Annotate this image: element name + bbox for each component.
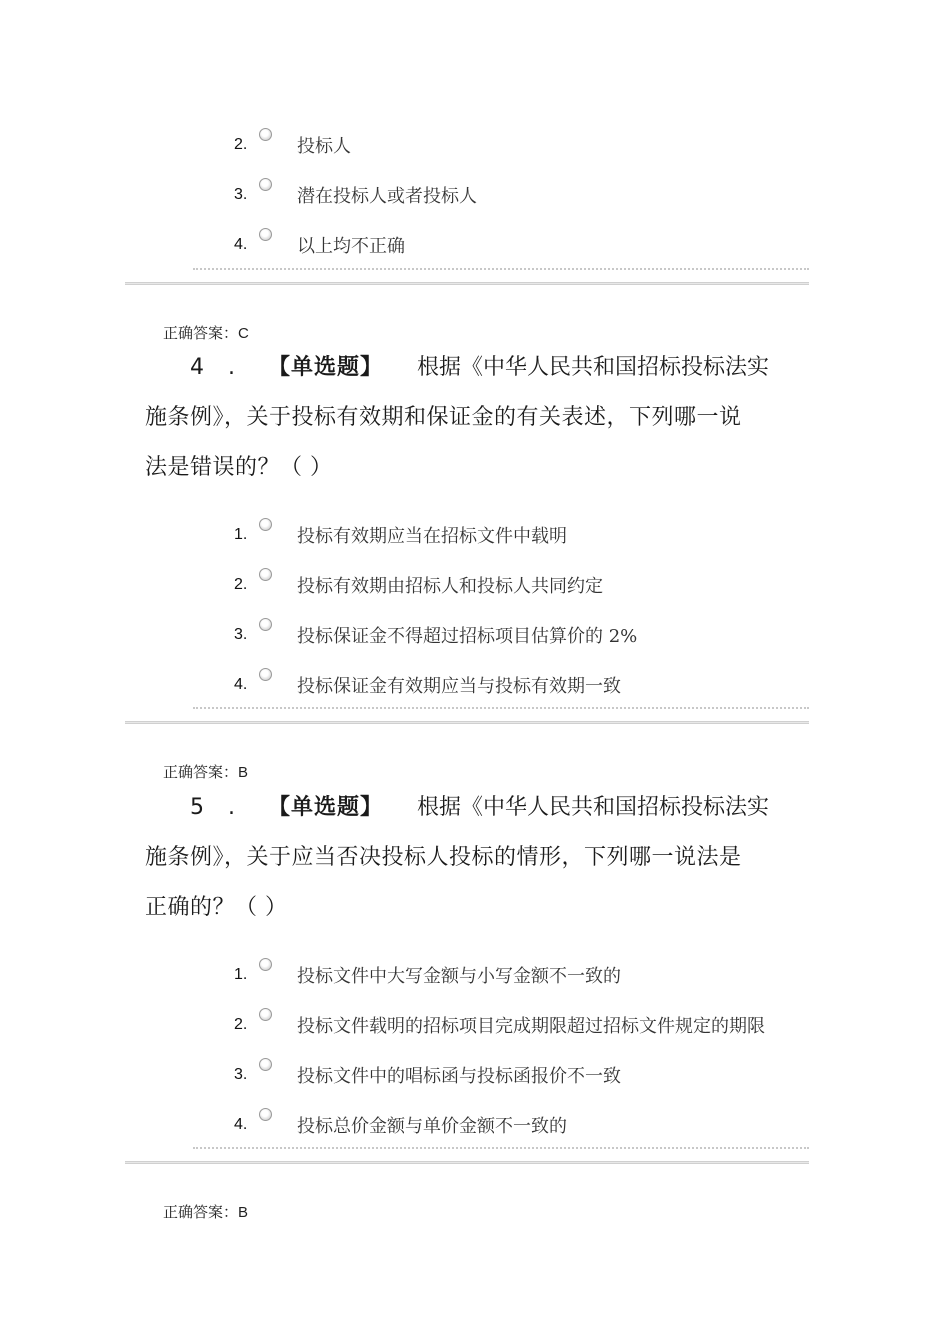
- option-number: 4.: [234, 236, 248, 253]
- radio-button[interactable]: [259, 568, 272, 581]
- option-number: 2.: [234, 576, 248, 593]
- q5-option-4[interactable]: [0, 1108, 950, 1136]
- q4-stem-line2: 施条例》，关于投标有效期和保证金的有关表述，下列哪一说: [145, 405, 742, 430]
- radio-button[interactable]: [259, 518, 272, 531]
- q5-correct-answer: [163, 1201, 248, 1222]
- q3-option-2[interactable]: [0, 128, 950, 156]
- option-number: 1.: [234, 526, 248, 543]
- answer-value: B: [238, 764, 249, 781]
- radio-button[interactable]: [259, 1058, 272, 1071]
- option-number: 4.: [234, 676, 248, 693]
- option-number: 1.: [234, 966, 248, 983]
- answer-value: B: [238, 1204, 249, 1221]
- question-dot: .: [228, 795, 235, 820]
- q4-option-3[interactable]: [0, 618, 950, 646]
- radio-button[interactable]: [259, 668, 272, 681]
- q5-stem-line2: 施条例》，关于应当否决投标人投标的情形，下列哪一说法是: [145, 845, 742, 870]
- q3-option-3[interactable]: [0, 178, 950, 206]
- question-stem-line1: 根据《中华人民共和国招标投标法实: [417, 355, 770, 380]
- answer-label: 正确答案：: [163, 1203, 239, 1221]
- section-divider: [125, 1161, 809, 1164]
- option-number: 3.: [234, 186, 248, 203]
- answer-value: C: [238, 325, 249, 342]
- question-number: 5: [190, 795, 204, 820]
- question-dot: .: [228, 355, 235, 380]
- option-text: 投标文件载明的招标项目完成期限超过招标文件规定的期限: [297, 1016, 765, 1037]
- radio-button[interactable]: [259, 958, 272, 971]
- option-number: 4.: [234, 1116, 248, 1133]
- q5-stem-line3: 正确的？（ ）: [145, 895, 288, 920]
- option-text: 投标有效期由招标人和投标人共同约定: [297, 576, 603, 597]
- q4-option-1[interactable]: [0, 518, 950, 546]
- q4-option-4[interactable]: [0, 668, 950, 696]
- q5-option-2[interactable]: [0, 1008, 950, 1036]
- option-text: 投标保证金不得超过招标项目估算价的 2%: [297, 626, 638, 647]
- q5-header: [190, 790, 769, 821]
- answer-label: 正确答案：: [163, 763, 239, 781]
- section-divider: [125, 282, 809, 285]
- option-text: 以上均不正确: [297, 236, 405, 257]
- option-text: 潜在投标人或者投标人: [297, 186, 477, 207]
- option-text: 投标人: [297, 136, 351, 157]
- q5-option-3[interactable]: [0, 1058, 950, 1086]
- option-text: 投标保证金有效期应当与投标有效期一致: [297, 676, 621, 697]
- q4-correct-answer: [163, 761, 248, 782]
- q4-stem-line3: 法是错误的？（ ）: [145, 455, 333, 480]
- q5-option-1[interactable]: [0, 958, 950, 986]
- radio-button[interactable]: [259, 228, 272, 241]
- question-stem-line1: 根据《中华人民共和国招标投标法实: [417, 795, 770, 820]
- section-divider: [125, 721, 809, 724]
- question-type: 【单选题】: [268, 355, 384, 380]
- option-text: 投标有效期应当在招标文件中载明: [297, 526, 567, 547]
- q4-header: [190, 350, 769, 381]
- radio-button[interactable]: [259, 1108, 272, 1121]
- option-number: 3.: [234, 626, 248, 643]
- option-text: 投标总价金额与单价金额不一致的: [297, 1116, 567, 1137]
- option-number: 2.: [234, 136, 248, 153]
- q3-correct-answer: [163, 322, 249, 343]
- radio-button[interactable]: [259, 178, 272, 191]
- radio-button[interactable]: [259, 1008, 272, 1021]
- answer-label: 正确答案：: [163, 324, 239, 342]
- q4-option-2[interactable]: [0, 568, 950, 596]
- dotted-divider: [193, 1147, 809, 1149]
- question-number: 4: [190, 355, 204, 380]
- option-number: 2.: [234, 1016, 248, 1033]
- radio-button[interactable]: [259, 618, 272, 631]
- dotted-divider: [193, 268, 809, 270]
- radio-button[interactable]: [259, 128, 272, 141]
- q3-option-4[interactable]: [0, 228, 950, 256]
- option-text: 投标文件中的唱标函与投标函报价不一致: [297, 1066, 621, 1087]
- option-number: 3.: [234, 1066, 248, 1083]
- option-text: 投标文件中大写金额与小写金额不一致的: [297, 966, 621, 987]
- dotted-divider: [193, 707, 809, 709]
- question-type: 【单选题】: [268, 795, 384, 820]
